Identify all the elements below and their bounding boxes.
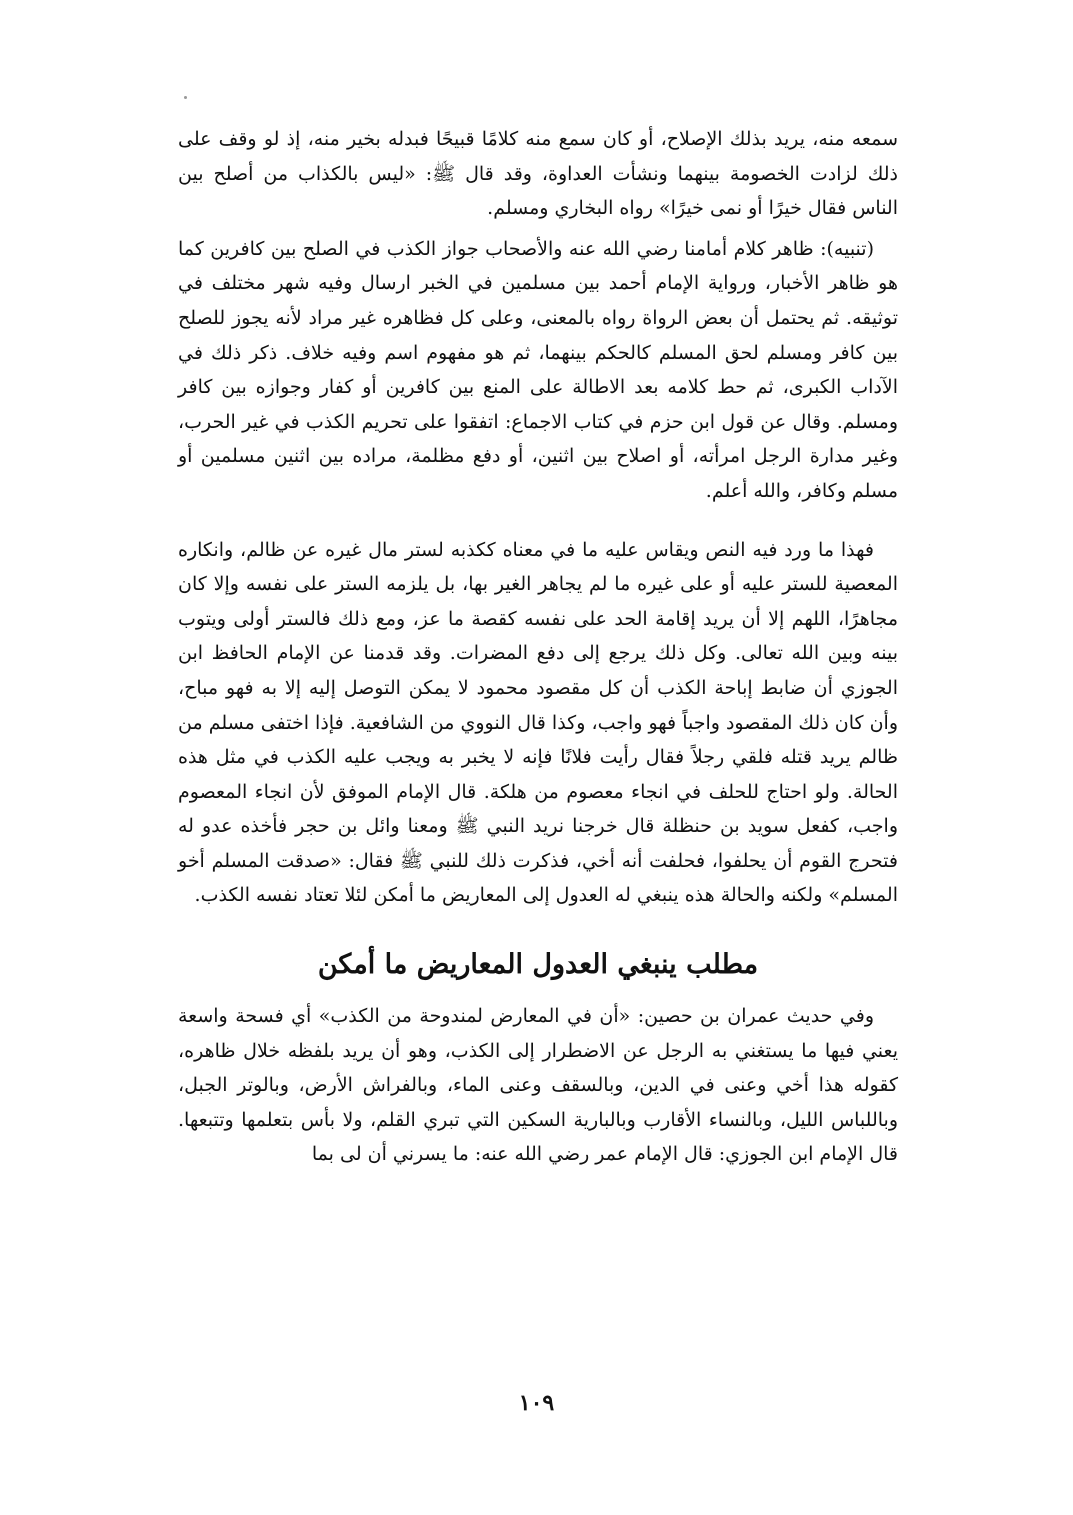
paragraph-main: فهذا ما ورد فيه النص ويقاس عليه ما في معناه ككذبه لستر مال غيره عن ظالم، وانكاره المعصية للستر عليه أو على غيره ما لم يجاهر الغير بها، بل يلزمه الستر على نفسه وإلا كان مجاهرًا، اللهم إلا أن يريد إقامة الحد على نفسه كقصة ما عز، ومع ذلك فالستر أولى ويتوب بينه وبين الله تعالى. وكل ذلك يرجع إلى دفع المضرات. وقد قدمنا عن الإمام الحافظ ابن الجوزي أن ضابط إباحة الكذب أن كل مقصود محمود لا يمكن التوصل إليه إلا به فهو مباح، وأن كان ذلك المقصود واجباً فهو واجب، وكذا قال النووي من الشافعية. فإذا اختفى مسلم من ظالم يريد قتله فلقي رجلاً فقال رأيت فلانًا فإنه لا يخبر به ويجب عليه الكذب في مثل هذه الحالة. ولو احتاج للحلف في انجاء معصوم من هلكة. قال الإمام الموفق لأن انجاء المعصوم واجب، كفعل سويد بن حنظلة قال خرجنا نريد النبي ﷺ ومعنا وائل بن حجر فأخذه عدو له فتحرج القوم أن يحلفوا، فحلفت أنه أخي، فذكرت ذلك للنبي ﷺ فقال: «صدقت المسلم أخو المسلم» ولكنه والحالة هذه ينبغي له العدول إلى المعاريض ما أمكن لئلا تعتاد نفسه الكذب.: [178, 538, 898, 907]
page-number: ١٠٩: [518, 1390, 555, 1416]
scan-speck: [184, 96, 187, 99]
paragraph-continuation: سمعه منه، يريد بذلك الإصلاح، أو كان سمع منه كلامًا قبيحًا فبدله بخير منه، إذ لو وقف على ذلك لزادت الخصومة بينهما ونشأت العداوة، وقد قال ﷺ: «ليس بالكذاب من أصلح بين الناس فقال خيرًا أو نمى خيرًا» رواه البخاري ومسلم.: [178, 128, 898, 220]
paragraph-note: (تنبيه): ظاهر كلام أمامنا رضي الله عنه والأصحاب جواز الكذب في الصلح بين كافرين كما هو ظاهر الأخبار، ورواية الإمام أحمد بين مسلمين في الخبر ارسال وفيه شهر مختلف في توثيقه. ثم يحتمل أن بعض الرواة رواه بالمعنى، وعلى كل فظاهره غير مراد لأنه يجوز للصلح بين كافر ومسلم لحق المسلم كالحكم بينهما، ثم هو مفهوم اسم وفيه خلاف. ذكر ذلك في الآداب الكبرى، ثم حط كلامه بعد الاطالة على المنع بين كافرين أو كفار وجوازه بين كافر ومسلم. وقال عن قول ابن حزم في كتاب الاجماع: اتفقوا على تحريم الكذب في غير الحرب، وغير مدارة الرجل امرأته، أو اصلاح بين اثنين، أو دفع مظلمة، مراده بين اثنين مسلمين أو مسلم وكافر، والله أعلم.: [178, 237, 898, 502]
section-heading: مطلب ينبغي العدول المعاريض ما أمكن: [317, 949, 759, 981]
paragraph-final: وفي حديث عمران بن حصين: «أن في المعارض لمندوحة من الكذب» أي فسحة واسعة يعني فيها ما يستغني به الرجل عن الاضطرار إلى الكذب، وهو أن يريد بلفظه خلال ظاهره، كقوله هذا أخي وعنى في الدين، وبالسقف وعنى الماء، وبالفراش الأرض، وبالوتر الجبل، وباللباس الليل، وبالنساء الأقارب وبالبارية السكين التي تبري القلم، ولا بأس بتعلمها وتتبعها. قال الإمام ابن الجوزي: قال الإمام عمر رضي الله عنه: ما يسرني أن لى بما: [178, 1005, 898, 1166]
page-body: [178, 122, 898, 1172]
